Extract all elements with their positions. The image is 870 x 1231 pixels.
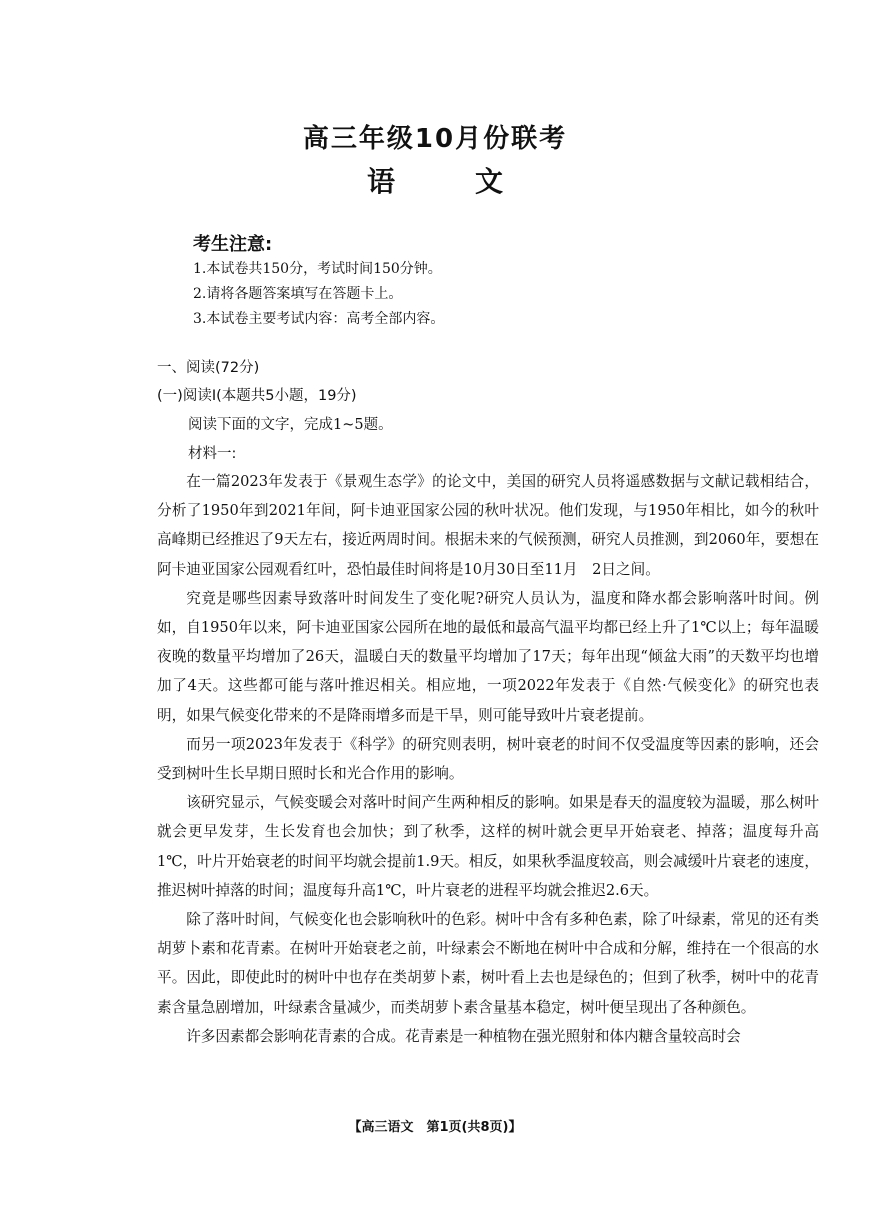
section-subheading: (一)阅读Ⅰ(本题共5小题，19分) <box>157 388 357 404</box>
page-footer: 【高三语文 第1页(共8页)】 <box>348 1120 522 1135</box>
paragraph: 究竟是哪些因素导致落叶时间发生了变化呢?研究人员认为，温度和降水都会影响落叶时间。例如，自1950年以来，阿卡迪亚国家公园所在地的最低和最高气温平均都已经上升了1℃以上；每年温暖夜晚的数量平均增加了26天，温暖白天的数量平均增加了17天；每年出现“倾盆大雨”的天数平均也增加了4天。这些都可能与落叶推迟相关。相应地，一项2022年发表于《自然·气候变化》的研究也表明，如果气候变化带来的不是降雨增多而是干旱，则可能导致叶片衰老提前。 <box>157 589 819 724</box>
notice-item: 2.请将各题答案填写在答题卡上。 <box>193 286 403 302</box>
instruction-text: 阅读下面的文字，完成1~5题。 <box>188 417 393 433</box>
paragraph: 该研究显示，气候变暖会对落叶时间产生两种相反的影响。如果是春天的温度较为温暖，那么树叶就会更早发芽，生长发育也会加快；到了秋季，这样的树叶就会更早开始衰老、掉落；温度每升高1℃，叶片开始衰老的时间平均就会提前1.9天。相反，如果秋季温度较高，则会减缓叶片衰老的速度，推迟树叶掉落的时间；温度每升高1℃，叶片衰老的进程平均就会推迟2.6天。 <box>157 794 819 899</box>
section-heading: 一、阅读(72分) <box>157 360 260 376</box>
paragraph: 而另一项2023年发表于《科学》的研究则表明，树叶衰老的时间不仅受温度等因素的影响，还会受到树叶生长早期日照时长和光合作用的影响。 <box>157 735 819 783</box>
subject-title <box>0 160 870 200</box>
notice-heading: 考生注意: <box>193 234 273 255</box>
article-body <box>157 467 819 1051</box>
paragraph: 除了落叶时间，气候变化也会影响秋叶的色彩。树叶中含有多种色素，除了叶绿素，常见的还有类胡萝卜素和花青素。在树叶开始衰老之前，叶绿素会不断地在树叶中合成和分解，维持在一个很高的水平。因此，即使此时的树叶中也存在类胡萝卜素，树叶看上去也是绿色的；但到了秋季，树叶中的花青素含量急剧增加，叶绿素含量减少，而类胡萝卜素含量基本稳定，树叶便呈现出了各种颜色。 <box>157 911 819 1016</box>
notice-item: 3.本试卷主要考试内容：高考全部内容。 <box>193 311 445 327</box>
paragraph: 在一篇2023年发表于《景观生态学》的论文中，美国的研究人员将遥感数据与文献记载相结合，分析了1950年到2021年间，阿卡迪亚国家公园的秋叶状况。他们发现，与1950年相比，如今的秋叶高峰期已经推迟了9天左右，接近两周时间。根据未来的气候预测，研究人员推测，到2060年，要想在阿卡迪亚国家公园观看红叶，恐怕最佳时间将是10月30日至11月 2日之间。 <box>157 473 819 578</box>
notice-item: 1.本试卷共150分，考试时间150分钟。 <box>193 261 442 277</box>
paragraph: 许多因素都会影响花青素的合成。花青素是一种植物在强光照射和体内糖含量较高时会 <box>186 1027 741 1045</box>
subject-char-right: 文 <box>475 165 504 198</box>
material-label: 材料一: <box>188 446 237 462</box>
exam-title: 高三年级10月份联考 <box>302 124 568 154</box>
subject-char-left: 语 <box>366 165 395 198</box>
